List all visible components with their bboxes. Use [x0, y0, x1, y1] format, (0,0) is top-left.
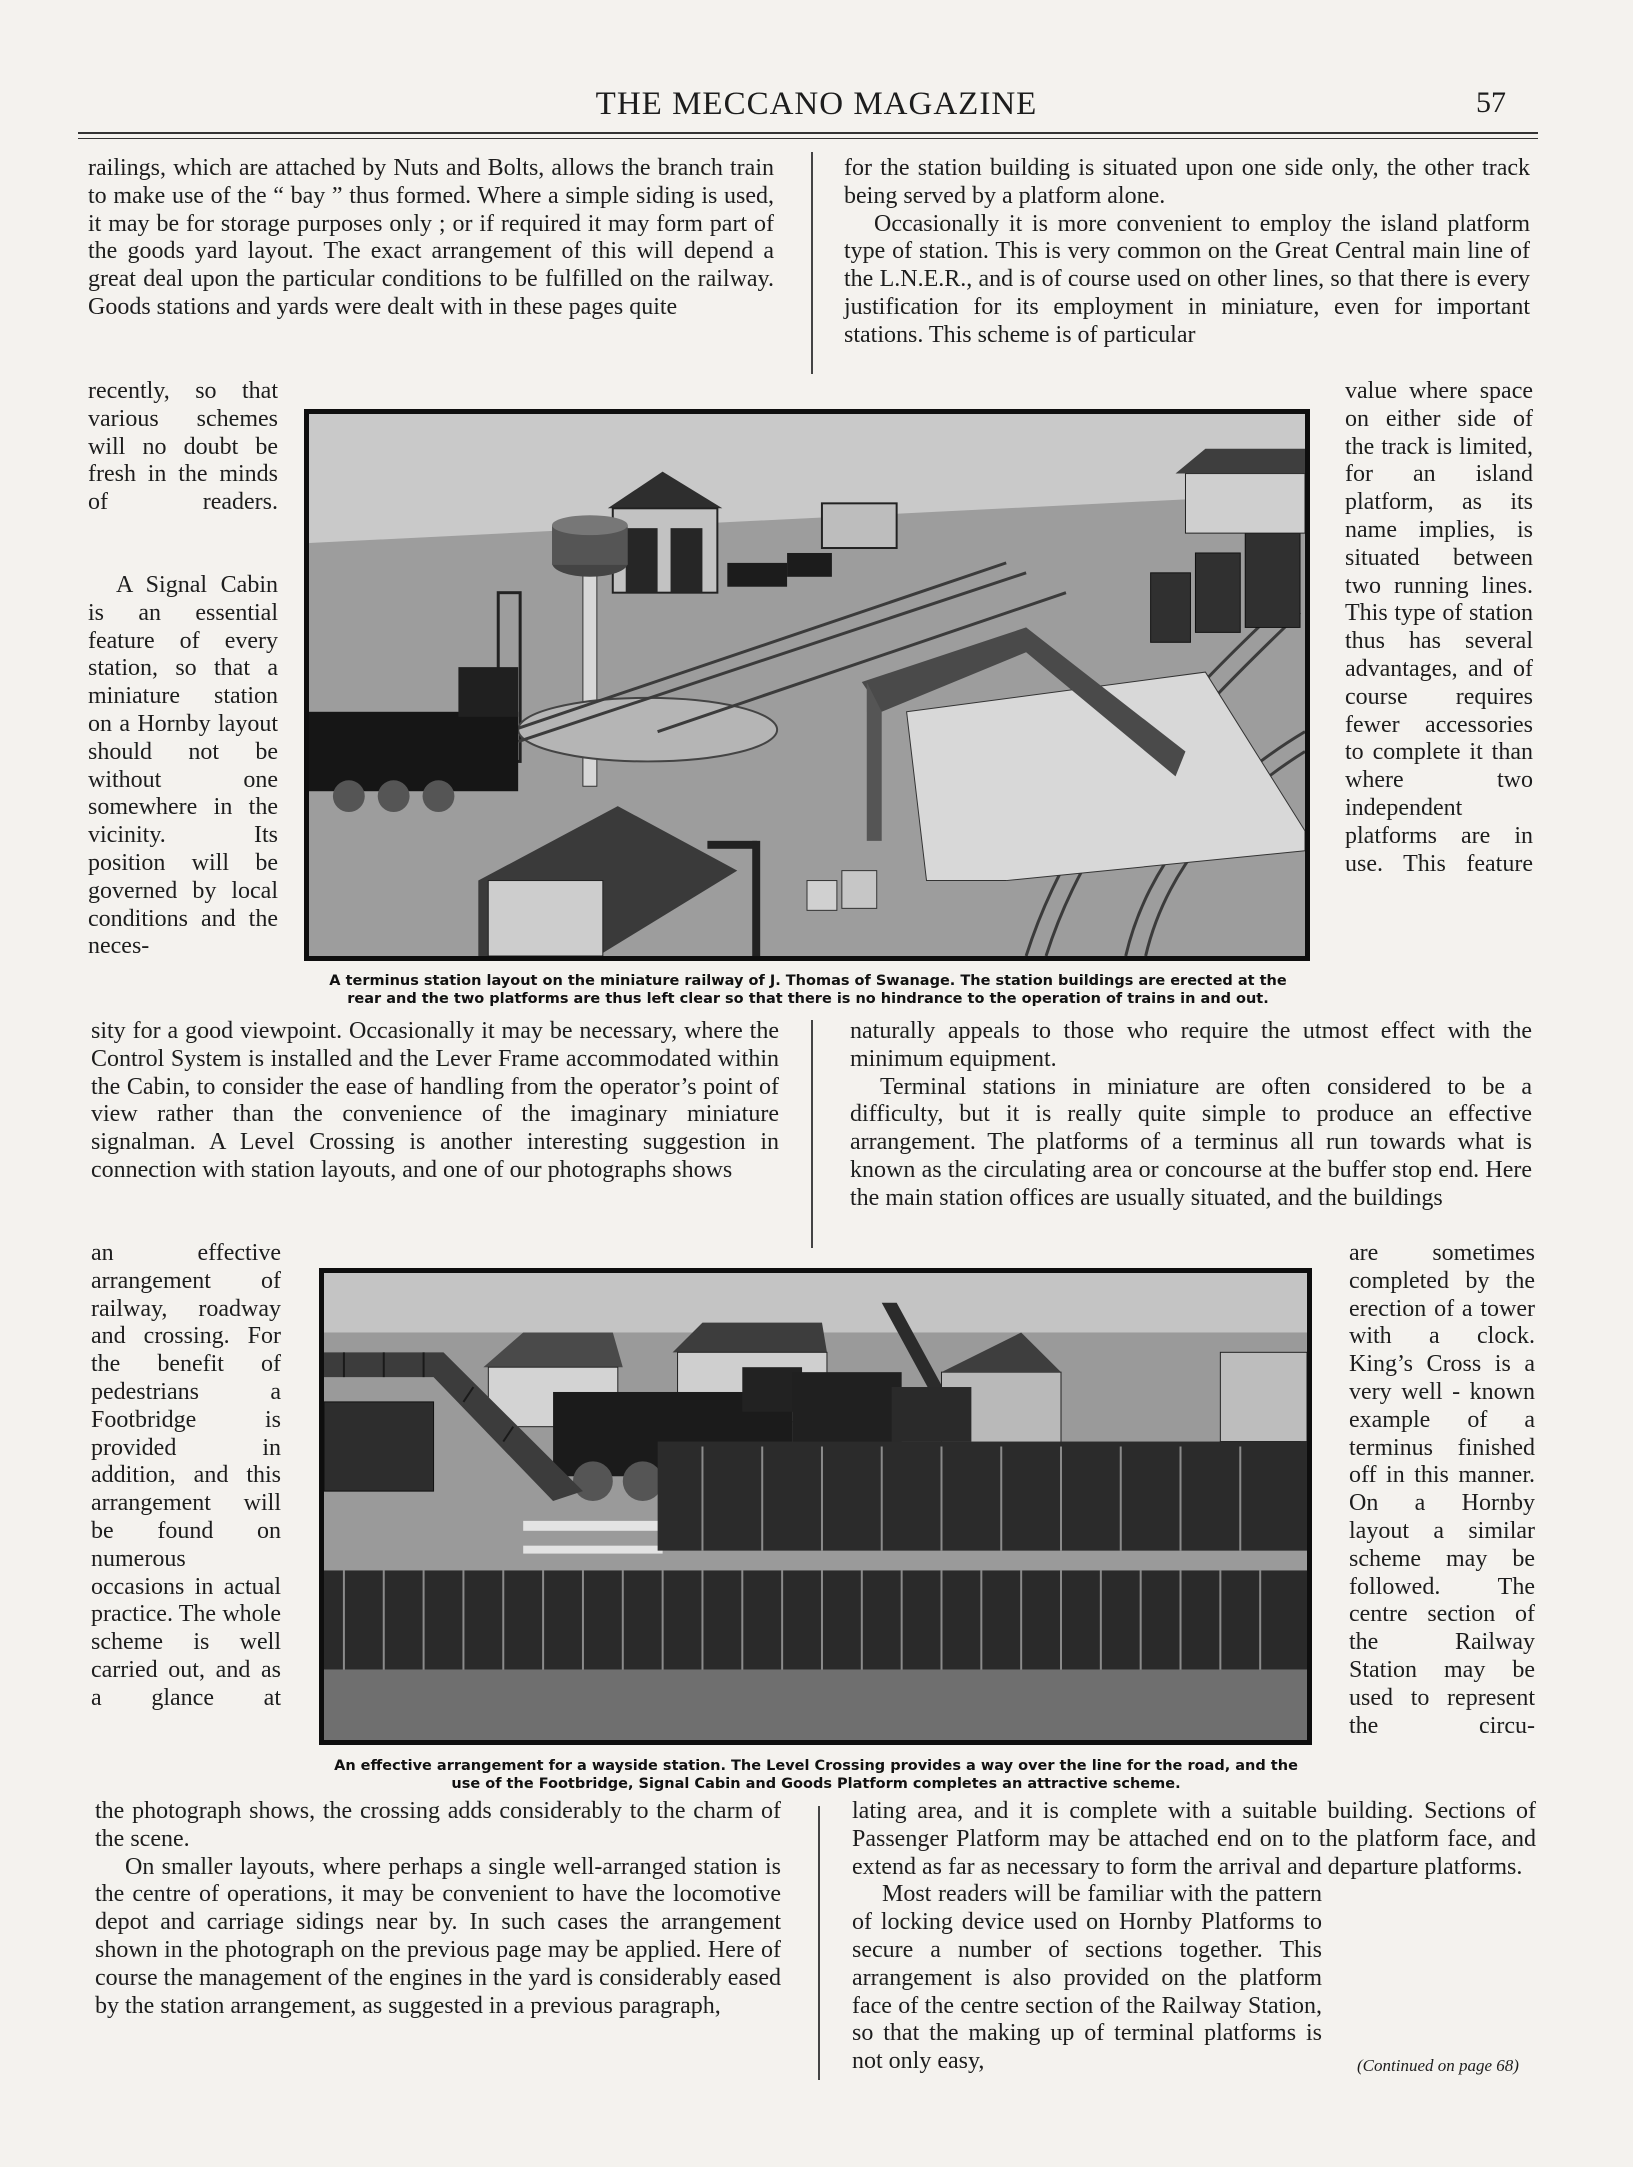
wayside-station-photo: [319, 1268, 1312, 1745]
body-paragraph: A Signal Cabin is an essential feature of every station, so that a miniature station on a Hornby layout should not be without one somewhere in the vicinity. Its position will be governed by local conditions and the neces-: [88, 572, 278, 960]
column-divider: [811, 152, 813, 374]
continued-note: (Continued on page 68): [1357, 2056, 1519, 2075]
body-paragraph: railings, which are attached by Nuts and Bolts, allows the branch train to make use of the “ bay ” thus formed. Where a simple siding is used, it may be for storage purposes only ; or if required it may form part of the goods yard layout. The exact arrangement of this will depend a great deal upon the particular conditions to be fulfilled on the railway. Goods stations and yards were dealt with in these pages quite: [88, 155, 774, 320]
column-divider: [818, 1806, 820, 2080]
body-paragraph: Occasionally it is more convenient to employ the island platform type of station. This is very common on the Great Central main line of the L.N.E.R., and is of course used on other lines, so that there is every justification for its employment in miniature, even for important stations. This scheme is of particular: [844, 210, 1530, 348]
caption-line: An effective arrangement for a wayside station. The Level Crossing provides a way over the line for the road, and the: [334, 1758, 1298, 1774]
photo-caption: [300, 972, 1316, 1008]
body-paragraph: value where space on either side of the track is limited, for an island platform, as its name implies, is situated between two running lines. This type of station thus has several advantages, and of course requires fewer accessories to complete it than where two independent platforms are in use. This feature: [1345, 378, 1533, 877]
header-rule: [78, 132, 1538, 134]
body-section: [850, 1018, 1532, 1213]
body-paragraph: the photograph shows, the crossing adds considerably to the charm of the scene.: [95, 1798, 781, 1852]
page-number: 57: [1476, 86, 1506, 119]
body-section: [844, 155, 1530, 350]
body-paragraph: On smaller layouts, where perhaps a single well-arranged station is the centre of operations, it may be convenient to have the locomotive depot and carriage sidings near by. In such cases the arrangement shown in the photograph on the previous page may be applied. Here of course the management of the engines in the yard is considerably eased by the station arrangement, as suggested in a previous paragraph,: [95, 1853, 781, 2019]
terminus-station-photo: [304, 409, 1310, 961]
body-paragraph: recently, so that various schemes will no doubt be fresh in the minds of readers.: [88, 378, 278, 516]
body-paragraph: are sometimes completed by the erection of a tower with a clock. King’s Cross is a very well - known example of a terminus finished off in this manner. On a Hornby layout a similar scheme may be followed. The centre section of the Railway Station may be used to represent the circu-: [1349, 1240, 1535, 1739]
column-divider: [811, 1020, 813, 1248]
caption-line: use of the Footbridge, Signal Cabin and Goods Platform completes an attractive scheme.: [451, 1776, 1181, 1792]
body-paragraph: sity for a good viewpoint. Occasionally it may be necessary, where the Control System is installed and the Lever Frame accommodated within the Cabin, to consider the ease of handling from the operator’s point of view rather than the convenience of the imaginary miniature signalman. A Level Crossing is another interesting suggestion in connection with station layouts, and one of our photographs shows: [91, 1018, 779, 1183]
caption-line: A terminus station layout on the miniature railway of J. Thomas of Swanage. The station buildings are erected at the: [329, 973, 1287, 989]
header-rule-thin: [78, 138, 1538, 139]
page-title: THE MECCANO MAGAZINE: [595, 86, 1038, 122]
body-section: [95, 1798, 781, 2020]
body-paragraph: for the station building is situated upon one side only, the other track being served by a platform alone.: [844, 155, 1530, 209]
caption-line: rear and the two platforms are thus left clear so that there is no hindrance to the operation of trains in and out.: [347, 991, 1269, 1007]
photo-caption: [310, 1757, 1322, 1793]
body-paragraph: Terminal stations in miniature are often considered to be a difficulty, but it is really quite simple to produce an effective arrangement. The platforms of a terminus all run towards what is known as the circulating area or concourse at the buffer stop end. Here the main station offices are usually situated, and the buildings: [850, 1073, 1532, 1211]
body-paragraph: Most readers will be familiar with the pattern of locking device used on Hornby Platforms to secure a number of sections together. This arrangement is also provided on the platform face of the centre section of the Railway Station, so that the making up of terminal platforms is not only easy,: [852, 1881, 1322, 2075]
body-paragraph: lating area, and it is complete with a suitable building. Sections of Passenger Platform may be attached end on to the platform face, and extend as far as necessary to form the arrival and departure platforms.: [852, 1798, 1536, 1880]
body-section: [852, 1798, 1536, 2076]
body-paragraph: an effective arrangement of railway, roadway and crossing. For the benefit of pedestrians a Footbridge is provided in addition, and this arrangement will be found on numerous occasions in actual practice. The whole scheme is well carried out, and as a glance at: [91, 1240, 281, 1711]
body-paragraph: naturally appeals to those who require the utmost effect with the minimum equipment.: [850, 1018, 1532, 1072]
